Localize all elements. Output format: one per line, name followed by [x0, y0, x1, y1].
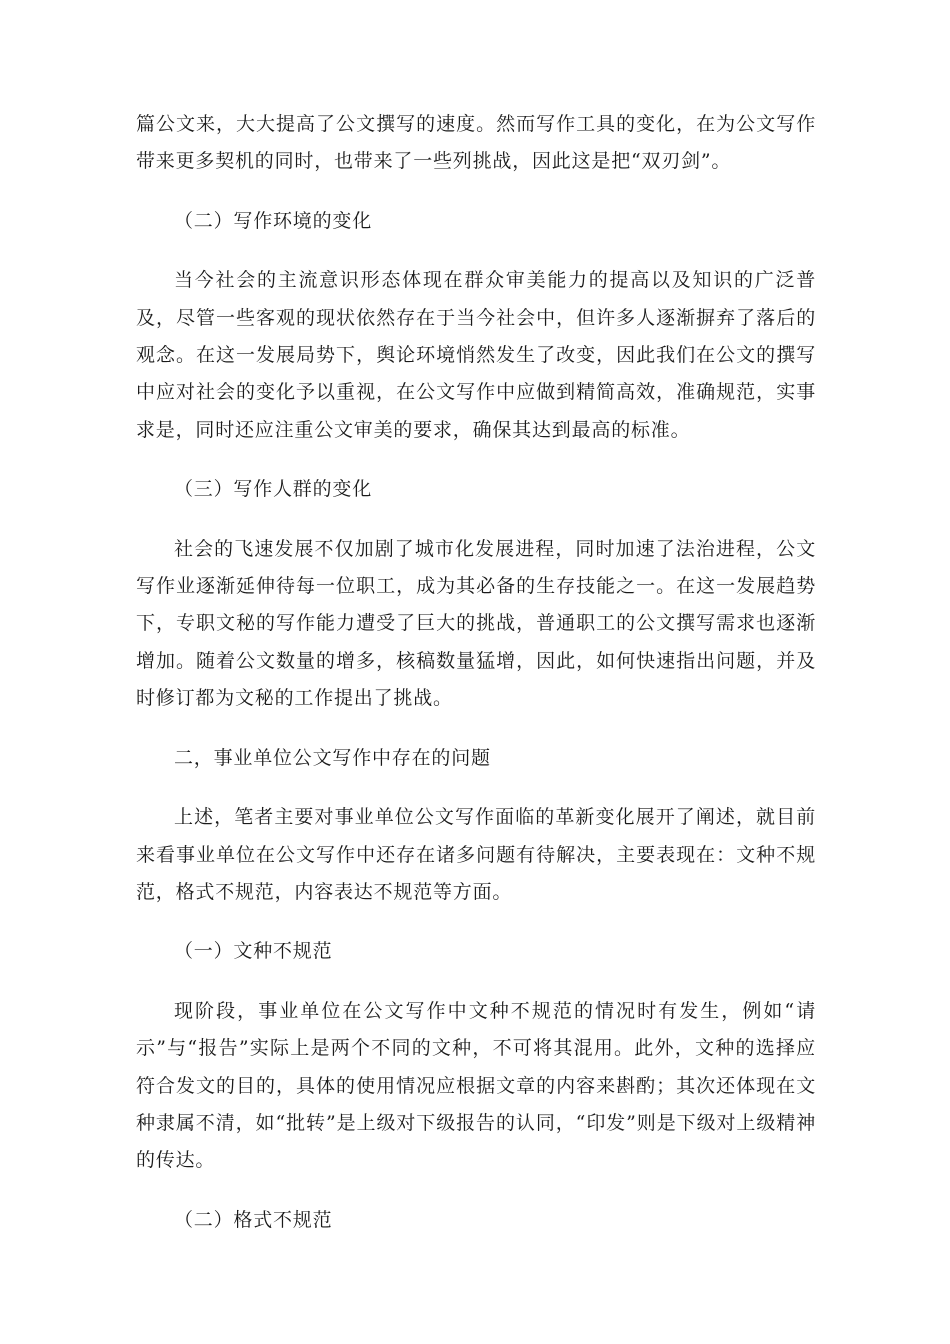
paragraph-writing-environment: 当今社会的主流意识形态体现在群众审美能力的提高以及知识的广泛普及，尽管一些客观的现状依然存在于当今社会中，但许多人逐渐摒弃了落后的观念。在这一发展局势下，舆论环境悄然发生了改变，因此我们在公文的撰写中应对社会的变化予以重视，在公文写作中应做到精简高效，准确规范，实事求是，同时还应注重公文审美的要求，确保其达到最高的标准。 — [136, 269, 816, 441]
section-heading-format: （二）格式不规范 — [174, 1208, 333, 1231]
section-heading-problems: 二，事业单位公文写作中存在的问题 — [174, 746, 491, 769]
section-heading-document-type: （一）文种不规范 — [174, 940, 333, 963]
section-heading-writing-population: （三）写作人群的变化 — [174, 478, 373, 501]
paragraph-problems: 上述，笔者主要对事业单位公文写作面临的革新变化展开了阐述，就目前来看事业单位在公文写作中还存在诸多问题有待解决，主要表现在：文种不规范，格式不规范，内容表达不规范等方面。 — [136, 806, 816, 903]
paragraph-writing-population: 社会的飞速发展不仅加剧了城市化发展进程，同时加速了法治进程，公文写作业逐渐延伸待每一位职工，成为其必备的生存技能之一。在这一发展趋势下，专职文秘的写作能力遭受了巨大的挑战，普通职工的公文撰写需求也逐渐增加。随着公文数量的增多，核稿数量猛增，因此，如何快速指出问题，并及时修订都为文秘的工作提出了挑战。 — [136, 537, 816, 710]
section-heading-writing-environment: （二）写作环境的变化 — [174, 209, 373, 232]
paragraph-document-type: 现阶段，事业单位在公文写作中文种不规范的情况时有发生，例如“请示”与“报告”实际上是两个不同的文种，不可将其混用。此外，文种的选择应符合发文的目的，具体的使用情况应根据文章的内容来斟酌；其次还体现在文种隶属不清，如“批转”是上级对下级报告的认同，“印发”则是下级对上级精神的传达。 — [136, 999, 816, 1172]
document-body — [136, 106, 816, 1261]
paragraph-intro: 篇公文来，大大提高了公文撰写的速度。然而写作工具的变化，在为公文写作带来更多契机的同时，也带来了一些列挑战，因此这是把“双刃剑”。 — [136, 113, 816, 173]
